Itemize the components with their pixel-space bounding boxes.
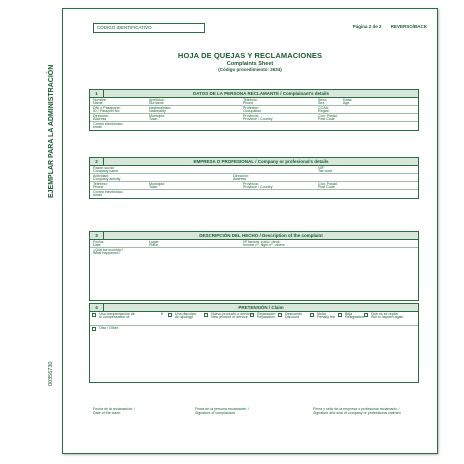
field-label-es: Correo electrónico: (93, 121, 124, 126)
signature-date[interactable] (93, 407, 135, 415)
field-label-en: What happened? (93, 251, 121, 255)
title-main: HOJA DE QUEJAS Y RECLAMACIONES (177, 51, 323, 60)
form-row[interactable] (90, 114, 418, 122)
form-row[interactable] (90, 122, 418, 130)
field-label-en: Town (149, 185, 158, 189)
field-label-es: Dirección: (233, 173, 249, 178)
claim-option-label-es: Baja (345, 311, 353, 316)
claim-option-label-es: Una disculpa (175, 311, 196, 316)
signature-date-label-es: Fecha de la reclamación: / (93, 407, 136, 411)
section-title: DATOS DE LA PERSONA RECLAMANTE / Complainant's details (192, 91, 330, 96)
claim-checkbox[interactable] (310, 313, 314, 317)
claim-checkbox[interactable] (250, 313, 254, 317)
field-label-en: Age (343, 101, 350, 105)
field-label-es: Edad: (343, 97, 353, 102)
field-label-en: email (93, 125, 102, 129)
form-row[interactable] (90, 240, 418, 248)
field-label-es: ¿Qué ha ocurrido? (93, 247, 123, 252)
field-label-es: Apellidos: (149, 97, 165, 102)
field-label-es: DNI o Pasaporte: (93, 105, 121, 110)
section-number: 4 (90, 304, 104, 311)
page-side: REVERSO/BACK (390, 24, 427, 29)
field-label-en: Surname (149, 101, 164, 105)
claim-option-label-es: Nuevo producto o servicio (211, 311, 253, 316)
id-code-field[interactable] (93, 23, 205, 33)
claim-checkbox[interactable] (278, 313, 282, 317)
field-label-en: Province / Country (243, 117, 273, 121)
field-label-es: Provincia: (243, 113, 259, 118)
field-label-en: Town (149, 117, 158, 121)
section-description (89, 231, 419, 301)
field-label-es: Nº factura, vuelo, otros: (243, 239, 281, 244)
field-label-es: Cód. Postal: (318, 181, 338, 186)
field-label-en: Post Code (318, 185, 335, 189)
field-label-es: Profesión: (243, 105, 260, 110)
field-label-en: Name (93, 101, 103, 105)
signature-company-label-es: Firma y sello de la empresa o profesional reclamado: / (313, 407, 400, 411)
field-label-es: Correo electrónico: (93, 189, 124, 194)
field-label-en: Company activity (93, 177, 121, 181)
field-label-es: Teléfono: (243, 97, 258, 102)
field-label-es: Teléfono: (93, 181, 108, 186)
claim-option-label-en: Reparation (257, 315, 275, 319)
section-header (90, 158, 418, 166)
claim-option-label-en: New product or service (211, 315, 248, 319)
form-row[interactable] (90, 106, 418, 114)
form-row[interactable] (90, 166, 418, 174)
form-row[interactable] (90, 174, 418, 182)
claim-option-label-en: Resignation (345, 315, 364, 319)
section-number: 3 (90, 232, 104, 239)
claim-other-row[interactable] (90, 326, 418, 382)
field-label-en: Phone (243, 101, 254, 105)
field-label-en: Address (93, 117, 107, 121)
signature-company[interactable] (313, 407, 401, 415)
field-label-es: Lugar: (149, 239, 160, 244)
claim-other-checkbox[interactable] (92, 327, 96, 331)
claim-other-label: Otra / Other: (99, 325, 119, 330)
field-label-es: Dirección: (93, 113, 109, 118)
claim-option-label-es: Multa (317, 311, 326, 316)
field-label-es: Municipio: (149, 181, 166, 186)
field-label-en: Province / Country (243, 185, 273, 189)
field-label-en: ID / Passport No. (93, 109, 121, 113)
form-row[interactable] (90, 182, 418, 190)
field-label-en: Post Code (318, 117, 335, 121)
field-label-en: Sex (318, 101, 325, 105)
field-label-es: Razón social: (93, 165, 115, 170)
section-header (90, 304, 418, 312)
form-row[interactable] (90, 98, 418, 106)
signature-complainant-label-es: Firma de la persona reclamante: / (195, 407, 249, 411)
section-company (89, 157, 419, 199)
field-label-en: Date (93, 243, 101, 247)
field-label-en: Place (149, 243, 158, 247)
field-label-es: Sexo: (318, 97, 328, 102)
claim-options-row (90, 312, 418, 326)
form-row[interactable] (90, 190, 418, 198)
claim-option-label-es: Descuento (285, 311, 303, 316)
field-label-es: Provincia: (243, 181, 259, 186)
signature-date-label-en: Date of the claim: (93, 411, 121, 415)
section-title: EMPRESA O PROFESIONAL / Company or profesional's details (193, 159, 329, 164)
complaint-sheet (62, 8, 438, 454)
section-title: DESCRIPCIÓN DEL HECHO / Description of the complaint (199, 233, 323, 238)
field-label-es: CCAA: (318, 105, 329, 110)
section-complainant (89, 89, 419, 131)
field-label-en: Phone (93, 185, 104, 189)
section-number: 2 (90, 158, 104, 165)
form-row[interactable] (90, 248, 418, 300)
field-label-es: Municipio: (149, 113, 166, 118)
sidebar (50, 8, 62, 454)
field-label-es: Cód. Postal: (318, 113, 338, 118)
signature-company-label-en: Signature and seal of company or professional claimed (313, 411, 401, 415)
claim-checkbox[interactable] (204, 313, 208, 317)
claim-option-label-es: Reparación (257, 311, 276, 316)
claim-checkbox[interactable] (364, 313, 368, 317)
claim-option-label-en: In compensation of (99, 315, 130, 319)
field-label-en: Nationality (149, 109, 166, 113)
claim-checkbox[interactable] (168, 313, 172, 317)
section-title: PRETENSIÓN / Claim (238, 305, 284, 310)
signature-complainant-label-en: Signature of complainant (195, 411, 235, 415)
title-procedure: (Código procedimiento: 2634) (218, 67, 282, 72)
field-label-en: Address (233, 177, 247, 181)
field-label-es: Nacionalidad: (149, 105, 171, 110)
field-label-es: NIF: (318, 165, 325, 170)
section-number: 1 (90, 90, 104, 97)
form-code: 00356730 (48, 361, 54, 386)
claim-option-label-en: Not to happen again (371, 315, 404, 319)
field-label-en: email (93, 193, 102, 197)
section-header (90, 90, 418, 98)
page-info (345, 24, 427, 29)
claim-option-label-en: An apology (175, 315, 193, 319)
id-code-label: CÓDIGO IDENTIFICATIVO (97, 25, 152, 30)
claim-option-label-en: Discount (285, 315, 299, 319)
copy-label: EJEMPLAR PARA LA ADMINISTRACIÓN (48, 64, 55, 198)
title-sub: Complaints Sheet (226, 61, 274, 67)
field-label-en: Occupation (243, 109, 262, 113)
field-label-en: Region (318, 109, 330, 113)
claim-option-label-en: Penalty fee (317, 315, 335, 319)
section-claim (89, 303, 419, 383)
signature-complainant[interactable] (195, 407, 249, 415)
claim-checkbox[interactable] (92, 313, 96, 317)
claim-option-label-es: € (161, 311, 163, 316)
section-header (90, 232, 418, 240)
field-label-en: Invoice nº, flight nº, others (243, 243, 285, 247)
page-number: Página 2 de 2 (352, 24, 382, 29)
field-label-es: Fecha: (93, 239, 104, 244)
claim-option-label-es: Una compensación de (99, 311, 135, 316)
claim-checkbox[interactable] (338, 313, 342, 317)
claim-option-label-es: Que no se repita (371, 311, 398, 316)
field-label-en: Tax code (318, 169, 333, 173)
field-label-es: Nombre: (93, 97, 107, 102)
field-label-es: Actividad: (93, 173, 109, 178)
form-title (63, 51, 437, 72)
field-label-en: Company name (93, 169, 119, 173)
